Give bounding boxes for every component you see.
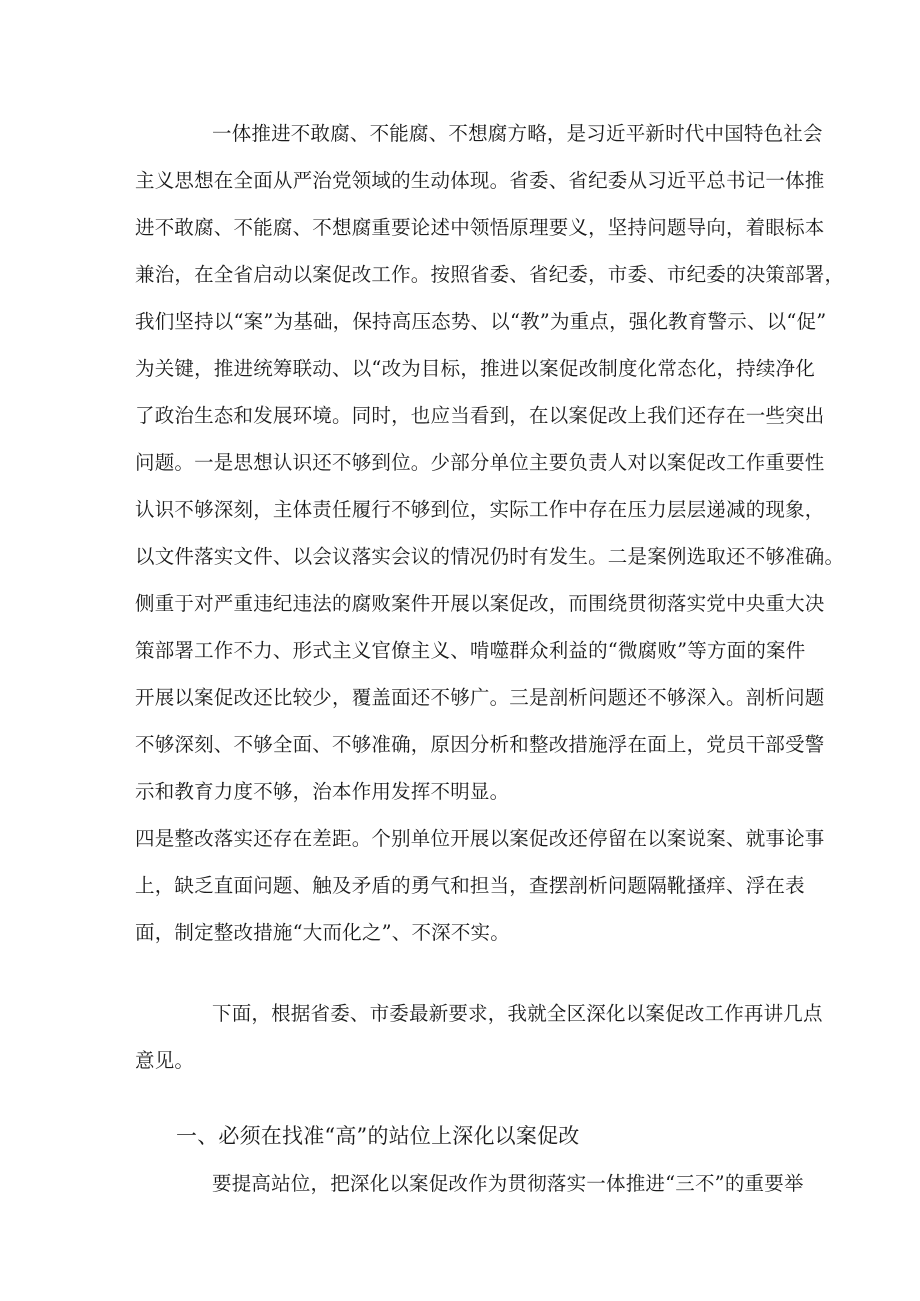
text-line: 我们坚持以“案”为基础，保持高压态势、以“教”为重点，强化教育警示、以“促” bbox=[135, 310, 827, 333]
text-line: 问题。一是思想认识还不够到位。少部分单位主要负责人对以案促改工作重要性 bbox=[135, 451, 825, 474]
text-line: 面，制定整改措施“大而化之”、不深不实。 bbox=[135, 921, 510, 944]
text-line: 策部署工作不力、形式主义官僚主义、啃噬群众利益的“微腐败”等方面的案件 bbox=[135, 639, 806, 662]
text-line: 开展以案促改还比较少，覆盖面还不够广。三是剖析问题还不够深入。剖析问题 bbox=[135, 686, 825, 709]
text-line: 以文件落实文件、以会议落实会议的情况仍时有发生。二是案例选取还不够准确。 bbox=[135, 545, 845, 568]
text-line: 认识不够深刻，主体责任履行不够到位，实际工作中存在压力层层递减的现象， bbox=[135, 498, 825, 521]
text-line: 兼治，在全省启动以案促改工作。按照省委、省纪委，市委、市纪委的决策部署， bbox=[135, 263, 845, 286]
text-line: 一体推进不敢腐、不能腐、不想腐方略，是习近平新时代中国特色社会 bbox=[212, 122, 823, 145]
text-line: 上，缺乏直面问题、触及矛盾的勇气和担当，查摆剖析问题隔靴搔痒、浮在表 bbox=[135, 874, 805, 897]
text-line: 了政治生态和发展环境。同时，也应当看到，在以案促改上我们还存在一些突出 bbox=[135, 404, 825, 427]
text-line: 示和教育力度不够，治本作用发挥不明显。 bbox=[135, 780, 510, 803]
text-line: 意见。 bbox=[135, 1049, 195, 1072]
text-line: 进不敢腐、不能腐、不想腐重要论述中领悟原理要义，坚持问题导向，着眼标本 bbox=[135, 216, 825, 239]
section-heading: 一、必须在找准“高”的站位上深化以案促改 bbox=[176, 1124, 580, 1148]
text-line: 不够深刻、不够全面、不够准确，原因分析和整改措施浮在面上，党员干部受警 bbox=[135, 733, 825, 756]
text-line: 要提高站位，把深化以案促改作为贯彻落实一体推进“三不”的重要举 bbox=[212, 1172, 804, 1195]
text-line: 为关键，推进统筹联动、以“改为目标，推进以案促改制度化常态化，持续净化 bbox=[135, 357, 815, 380]
text-line: 侧重于对严重违纪违法的腐败案件开展以案促改，而围绕贯彻落实党中央重大决 bbox=[135, 592, 825, 615]
text-line: 下面，根据省委、市委最新要求，我就全区深化以案促改工作再讲几点 bbox=[212, 1002, 823, 1025]
text-line: 四是整改落实还存在差距。个别单位开展以案促改还停留在以案说案、就事论事 bbox=[135, 827, 825, 850]
text-line: 主义思想在全面从严治党领域的生动体现。省委、省纪委从习近平总书记一体推 bbox=[135, 169, 825, 192]
